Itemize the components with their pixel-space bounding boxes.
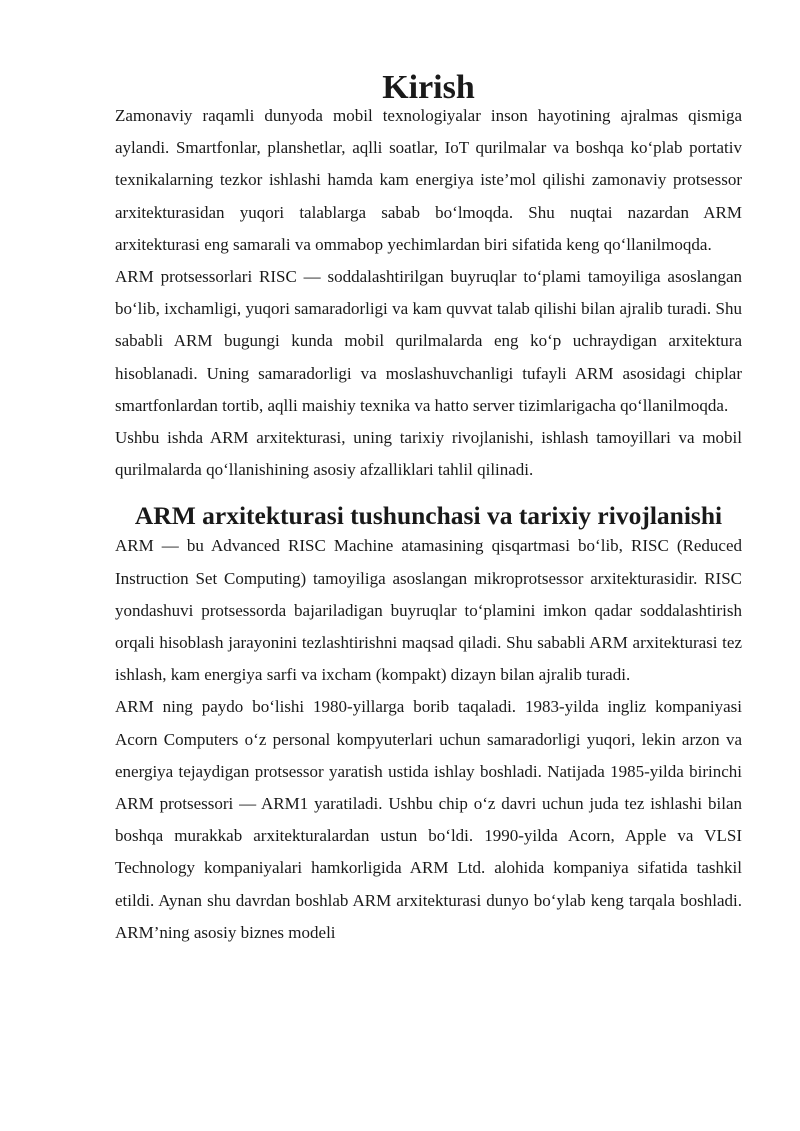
intro-paragraph-2: ARM protsessorlari RISC — soddalashtirilgan buyruqlar to‘plami tamoyiliga asoslangan bo‘lib, ixchamligi, yuqori samaradorligi va kam quvvat talab qilishi bilan ajralib turadi. Shu sababli ARM bugungi kunda mobil qurilmalarda eng ko‘p uchraydigan arxitektura hisoblanadi. Uning samaradorligi va moslashuvchanligi tufayli ARM asosidagi chiplar smartfonlardan tortib, aqlli maishiy texnika va hatto server tizimlarigacha qo‘llanilmoqda. [115,267,742,415]
intro-paragraph-1: Zamonaviy raqamli dunyoda mobil texnologiyalar inson hayotining ajralmas qismiga aylandi. Smartfonlar, planshetlar, aqlli soatlar, IoT qurilmalar va boshqa ko‘plab portativ texnikalarning tezkor ishlashi hamda kam energiya iste’mol qilishi zamonaviy protsessor arxitekturasidan yuqori talablarga sabab bo‘lmoqda. Shu nuqtai nazardan ARM arxitekturasi eng samarali va ommabop yechimlardan biri sifatida keng qo‘llanilmoqda. [115,106,742,254]
section-heading: ARM arxitekturasi tushunchasi va tarixiy rivojlanishi [134,501,723,531]
intro-heading: Kirish [382,69,475,106]
section-paragraph-1: ARM — bu Advanced RISC Machine atamasining qisqartmasi bo‘lib, RISC (Reduced Instruction Set Computing) tamoyiliga asoslangan mikroprotsessor arxitekturasidir. RISC yondashuvi protsessorda bajariladigan buyruqlar to‘plamini imkon qadar soddalashtirish orqali hisoblash jarayonini tezlashtirishni maqsad qiladi. Shu sababli ARM arxitekturasi tez ishlash, kam energiya sarfi va ixcham (kompakt) dizayn bilan ajralib turadi. [115,536,742,685]
intro-paragraph-3: Ushbu ishda ARM arxitekturasi, uning tarixiy rivojlanishi, ishlash tamoyillari va mobil qurilmalarda qo‘llanishining asosiy afzalliklari tahlil qilinadi. [115,428,742,480]
document-page [115,69,742,949]
section-paragraph-2: ARM ning paydo bo‘lishi 1980-yillarga borib taqaladi. 1983-yilda ingliz kompaniyasi Acorn Computers o‘z personal kompyuterlari uchun samaradorligi yuqori, lekin arzon va energiya tejaydigan protsessor yaratish ustida ishlay boshladi. Natijada 1985-yilda birinchi ARM protsessori — ARM1 yaratiladi. Ushbu chip o‘z davri uchun juda tez ishlashi bilan boshqa murakkab arxitekturalardan ustun bo‘ldi. 1990-yilda Acorn, Apple va VLSI Technology kompaniyalari hamkorligida ARM Ltd. alohida kompaniya sifatida tashkil etildi. Aynan shu davrdan boshlab ARM arxitekturasi dunyo bo‘ylab keng tarqala boshladi. ARM’ning asosiy biznes modeli [115,697,742,942]
